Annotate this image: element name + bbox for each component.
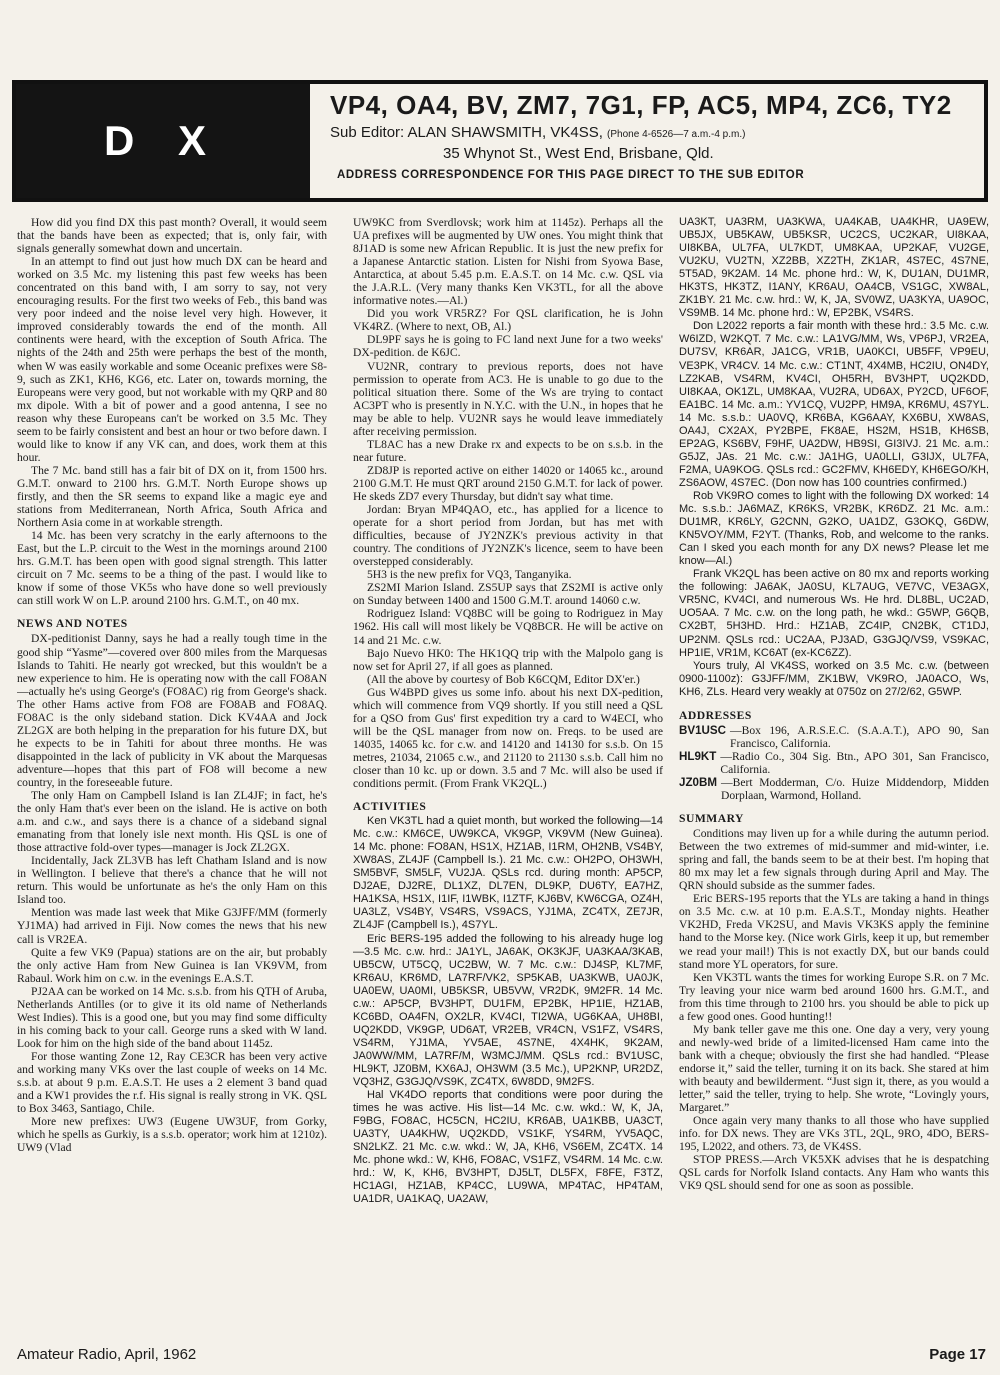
paragraph: TL8AC has a new Drake rx and expects to be on s.s.b. in the near future. (353, 437, 663, 464)
column-3 (679, 216, 989, 1336)
page-number: Page 17 (929, 1346, 986, 1363)
paragraph: 14 Mc. has been very scratchy in the early afternoons to the East, but the L.P. circuit to the West in the mornings around 2100 hrs. G.M.T. has been open with good signal strength. This latter circuit on 7 Mc. seems to be a thing of the past. I would like to know if some of those VK5s who have done so well previously can still work W on L.P. around 2100 hrs. G.M.T., on 40 mx. (17, 529, 327, 608)
address-entry (679, 724, 989, 750)
column-2 (353, 216, 663, 1336)
paragraph: Rodriguez Island: VQ8BC will be going to Rodriguez in May 1962. His call will most likely be VQ8BCR. He will be active on 14 and 21 Mc. c.w. (353, 607, 663, 647)
address-entry (679, 750, 989, 776)
address-call: JZ0BM (679, 775, 718, 789)
paragraph: Quite a few VK9 (Papua) stations are on the air, but probably the only active Ham from New Guinea is Ian VK9VM, from Rabaul. Work him on c.w. in the evenings E.A.S.T. (17, 945, 327, 985)
address-call: BV1USC (679, 723, 727, 737)
paragraph: Mention was made last week that Mike G3JFF/MM (formerly YJ1MA) had arrived in Fiji. Now comes the news that his new call is VR2EA. (17, 906, 327, 946)
address-text: —Radio Co., 304 Sig. Btn., APO 301, San Francisco, California. (720, 749, 989, 776)
paragraph: ZD8JP is reported active on either 14020 or 14065 kc., around 2100 G.M.T. He must QRT around 2150 G.M.T. for lack of power. He skeds ZD7 every Thursday, but didn't say what time. (353, 463, 663, 503)
publication-footer: Amateur Radio, April, 1962 (17, 1346, 197, 1363)
paragraph: Gus W4BPD gives us some info. about his next DX-pedition, which will commence from VQ9 shortly. If you still need a QSL for a QSO from Gus' first expedition try a card to W4ECI, who will be the QSL manager from now on. Freqs. to be used are 14035, 14065 kc. for c.w. and 14120 and 14130 for s.s.b. On 15 metres, 21034, 21065 c.w., and 21120 to 21130 s.s.b. Call him no closer than 10 kc. up or down. 3.5 and 7 Mc. will also be used if conditions permit. (From Frank VK2QL.) (353, 685, 663, 791)
paragraph: ZS2MI Marion Island. ZS5UP says that ZS2MI is active only on Sunday between 1400 and 1500 G.M.T. around 14060 c.w. (353, 581, 663, 608)
address-call: HL9KT (679, 749, 717, 763)
heading-summary: SUMMARY (679, 812, 744, 826)
address-text: —Box 196, A.R.S.E.C. (S.A.A.T.), APO 90, San Francisco, California. (730, 723, 989, 750)
paragraph: The 7 Mc. band still has a fair bit of DX on it, from 1500 hrs. G.M.T. onward to 2100 hrs. G.M.T. North Europe shows up firstly, and then the SR seems to expand like a magic eye and stations from Mediterranean, North Africa, South Africa and Northern Asia come in at workable strength. (17, 463, 327, 530)
paragraph: Bajo Nuevo HK0: The HK1QQ trip with the Malpolo gang is now set for April 27, if all goes as planned. (353, 646, 663, 673)
sub-editor: Sub Editor: ALAN SHAWSMITH, VK4SS, (330, 124, 603, 141)
paragraph: For those wanting Zone 12, Ray CE3CR has been very active and working many VKs over the last couple of weeks on 14 Mc. s.s.b. at about 9 p.m. E.A.S.T. He uses a 2 element 3 band quad and a KW1 provides the r.f. His signal is really strong in VK. QSL to Box 3463, Santiago, Chile. (17, 1049, 327, 1116)
paragraph: Once again very many thanks to all those who have supplied info. for DX news. They are VKs 3TL, 2QL, 9RO, 4DO, BERS-195, L2022, and others. 73, de VK4SS. (679, 1114, 989, 1154)
editor-address: 35 Whynot St., West End, Brisbane, Qld. (443, 145, 714, 162)
paragraph: Eric BERS-195 reports that the YLs are taking a hand in things on 3.5 Mc. c.w. at 10 p.m. E.A.S.T., Monday nights. Heather VK2HD, Freda VK2SU, and Mavis VK3KS apply the feminine hand to the Morse key. (Nice work Girls, keep it up, but remember we read your mail!) This is not exactly DX, but our bands could stand more YL operators, for sure. (679, 892, 989, 971)
address-text: —Bert Modderman, C/o. Huize Middendorp, Midden Dorplaan, Warmond, Holland. (721, 775, 989, 803)
paragraph: Don L2022 reports a fair month with these hrd.: 3.5 Mc. c.w. W6IZD, W2KQT. 7 Mc. c.w.: LA1VG/MM, Ws, VP6PJ, VR2EA, DU7SV, KR6AR, JA1CG, VR1B, UA0KCI, UB5FF, VP9EU, VE3PK, VR4CV. 14 Mc. c.w.: CT1NT, 4X4MB, HC2IU, ON4DY, LZ2KAB, VS4RM, KV4CI, OH5RH, BV3HPT, UQ2KDD, UI8KAA, OK1ZL, UM8KAA, VU2RA, UD6AX, PY2CD, UF6OF, EA1BC. 14 Mc. a.m.: YV1CQ, VU2PP, HM9A, KR6MU, 4S7YL. 14 Mc. s.s.b.: UA0VQ, KR6BA, KG6AAY, KX6BU, XW8AS, OA4J, CX2AX, PY2BPE, FK8AE, HS2M, HS1B, KH6SB, EP2AG, KS6BV, F9HF, UA2DW, HB9SI, GI3IVJ. 21 Mc. a.m.: G5JZ, JAs. 21 Mc. c.w.: JA1HG, UA0LLI, G3IJX, UL7FA, F2MA, UA9KOG. QSLs rcd.: GC2FMV, KH6EDY, KH6EGO/KH, ZS6AOW, 4S7EC. (Don now has 100 countries confirmed.) (679, 320, 989, 489)
paragraph: Frank VK2QL has been active on 80 mx and reports working the following: JA6AK, JA0SU, KL7AUG, VE7VC, VE3AGX, VR5NC, KV4CI, and numerous Ws. He hrd. DL8BL, UC2AD, UO5AA. 7 Mc. c.w. on the long path, he wkd.: G5WP, G6QB, CX2BT, 5H3HD. Hrd.: HZ1AB, ZC4IP, CN2BK, CT1DJ, UP2NM. QSLs rcd.: UC2AA, PJ3AD, G3GJQ/VS9, VS9KAC, HP1IE, VR1M, KC6AT (ex-KC6ZZ). (679, 568, 989, 659)
paragraph: Hal VK4DO reports that conditions were poor during the times he was active. His list—14 Mc. c.w. wkd.: W, K, JA, F9BG, FO8AC, HC5CN, HC2IU, KR6AB, UA1KBB, UA3CT, UA3TY, UA4KHW, UQ2KDD, VS1KF, YS4RM, YV5AQC, SN2LKZ. 21 Mc. c.w. wkd.: W, JA, KH6, VS6EM, ZC4TX. 14 Mc. phone wkd.: W, KH6, FO8AC, VS1FZ, VS4RM. 14 Mc. c.w. hrd.: W, K, KH6, BV3HPT, DJ5LT, DL5FX, F8FE, F3TZ, HC1AGI, HZ1AB, KP4CC, LU9WA, MP4TAC, HP4TAM, UA1DR, UA1KAQ, UA2AW, (353, 1089, 663, 1206)
paragraph: More new prefixes: UW3 (Eugene UW3UF, from Gorky, which he spells as Gurkiy, is a s.s.b. operator; work him at 1210z). UW9 (Vlad (17, 1115, 327, 1155)
paragraph: The only Ham on Campbell Island is Ian ZL4JF; in fact, he's the only Ham that's ever been on the island. He is active on both a.m. and c.w., and says there is a chance of a sideband signal emanating from that lonely isle next month. His QSL is one of those attractive fold-over types—manager is Jock ZL2GX. (17, 789, 327, 855)
paragraph: 5H3 is the new prefix for VQ3, Tanganyika. (367, 568, 572, 582)
heading-news-and-notes: NEWS AND NOTES (17, 617, 128, 631)
paragraph: Jordan: Bryan MP4QAO, etc., has applied for a licence to operate for a short period from Jordan, but has met with difficulties, because of JY2NZK's previous activity in that country. The conditions of JY2NZK's licence, seem to have been overstepped considerably. (353, 503, 663, 569)
paragraph: Rob VK9RO comes to light with the following DX worked: 14 Mc. s.s.b.: JA6MAZ, KR6KS, VR2BK, KR6DZ. 21 Mc. a.m.: DU1MR, KR6LY, G2CNN, G2KO, UA1DZ, G3OKQ, G6DW, KN5VOY/MM, F2YT. (Thanks, Rob, and welcome to the ranks. Can I sked you each month for any DX news? Please let me know—Al.) (679, 489, 989, 568)
paragraph: Conditions may liven up for a while during the autumn period. Between the two extremes of mid-summer and mid-winter, i.e. spring and fall, the bands seem to be at their best. I'm hoping that 80 mx may let a few signals through during April and May. The QRN should subside as the summer fades. (679, 827, 989, 893)
correspondence-note: ADDRESS CORRESPONDENCE FOR THIS PAGE DIRECT TO THE SUB EDITOR (337, 169, 805, 181)
paragraph: UW9KC from Sverdlovsk; work him at 1145z). Perhaps all the UA prefixes will be augmented by UW ones. You might think that 8J1AD is some new African Republic. It is just the new prefix for a Japanese Antarctic station. Listen for Nishi from Syowa Base, Antarctica, at about 5.45 p.m. E.A.S.T. on 14 Mc. c.w. QSL via the J.A.R.L. (Very many thanks Ken VK3TL, for all the above informative notes.—Al.) (353, 216, 663, 308)
section-header (12, 80, 988, 202)
paragraph: Did you work VR5RZ? For QSL clarification, he is John VK4RZ. (Where to next, OB, Al.) (353, 307, 663, 334)
paragraph: My bank teller gave me this one. One day a very, very young and newly-wed bride of a limited-licensed Ham came into the bank with a cheque; obviously the first she had handled. “Please endorse it,” said the teller, turning it on its back. She stared at him with beauty and bewilderment. “Just sign it, there, as you would a letter,” said the teller, trying to help. She wrote, “Lovingly yours, Margaret.” (679, 1022, 989, 1115)
section-title: D X (103, 117, 222, 164)
heading-activities: ACTIVITIES (353, 800, 427, 814)
sub-editor-line (330, 123, 972, 144)
paragraph: STOP PRESS.—Arch VK5XK advises that he is despatching QSL cards for Norfolk Island contacts. Any Ham who wants this VK9 QSL should send for one as soon as possible. (679, 1153, 989, 1193)
column-1 (17, 216, 327, 1336)
address-entry (679, 776, 989, 802)
paragraph: (All the above by courtesy of Bob K6CQM, Editor DX'er.) (367, 672, 640, 686)
paragraph: Ken VK3TL wants the times for working Europe S.R. on 7 Mc. Try leaving your nice warm bed around 1600 hrs. G.M.T., and from this time through to 2100 hrs. you should be able to pick up a few good ones. Good hunting!! (679, 970, 989, 1023)
paragraph: DX-peditionist Danny, says he had a really tough time in the good ship “Yasme”—covered over 800 miles from the Marquesas Islands to Tahiti. He nearly got wrecked, but this wouldn't be a new experience to him. He is operating now with the call FO8AN—actually he's using George's (FO8AC) rig from George's shack. The other Hams active from FO8 are FO8AB and FO8AQ. FO8AC is the only sideband station. Dick KV4AA and Jock ZL2GX are both helping in the preparation for his future DX, but he expects to be in Tahiti for about three months. He was disappointed in the lack of publicity in VK about the Marquesas adventure—hopes that this part of FO8 will become a new country, in the foreseeable future. (17, 632, 327, 789)
paragraph: Yours truly, Al VK4SS, worked on 3.5 Mc. c.w. (between 0900-1100z): G3JFF/MM, ZK1BW, VK9RO, JA0ACO, Ws, KH6, ZLs. Heard very weakly at 0750z on 27/2/62, G5WP. (679, 659, 989, 698)
phone-hours: (Phone 4-6526—7 a.m.-4 p.m.) (607, 129, 746, 140)
paragraph: PJ2AA can be worked on 14 Mc. s.s.b. from his QTH of Aruba, Netherlands Antilles (or to give it its old name of Netherlands West Indies). This is a good one, but you may find some difficulty in his coming back to your call. George runs a sked with W land. Look for him on the high side of the band about 1145z. (17, 984, 327, 1050)
header-info (310, 84, 984, 198)
paragraph: How did you find DX this past month? Overall, it would seem that the bands have been as expected; that is, only fair, with signals generally somewhat down and uncertain. (17, 216, 327, 256)
paragraph: Incidentally, Jack ZL3VB has left Chatham Island and is now in Wellington. I believe that there's a chance that he will not return. This would be unfortunate as he's the only Ham on this Island too. (17, 854, 327, 907)
paragraph: VU2NR, contrary to previous reports, does not have permission to operate from AC3. He is unable to go due to the political situation there. Some of the Ws are trying to contact AC3PT who is presently in N.Y.C. with the U.N., in hopes that he may be able to help. VU2NR says he would leave immediately after receiving permission. (353, 359, 663, 438)
heading-addresses: ADDRESSES (679, 708, 752, 722)
paragraph: Ken VK3TL had a quiet month, but worked the following—14 Mc. c.w.: KM6CE, UW9KCA, VK9GP, VK9VM (New Guinea). 14 Mc. phone: FO8AN, HS1X, HZ1AB, I1RM, OH2NB, VS4BY, XW8AS, ZL4JF (Campbell Is.). 21 Mc. c.w.: OH2PO, OH3WH, SM5BVF, SM5LF, VU2JA. QSLs rcd. during month: AP5CP, DJ2AE, DJ2RE, DL1XZ, DL7EN, DL9KP, DU6TY, EA7HZ, HA1KSA, HS1X, I1IF, I1WBK, I1ZTF, KJ6BV, KW6CGA, OZ4H, UA3LZ, VS4BY, VS4RS, VS9ACS, YJ1MA, ZC4TX, ZE7JR, ZL4JF (Campbell Is.), 4S7YL. (353, 815, 663, 932)
paragraph: In an attempt to find out just how much DX can be heard and worked on 3.5 Mc. my listening this past few weeks has been concentrated on this band with, I am sorry to say, not very encouraging results. For the first two weeks of Feb., this band was very poor indeed and the noise level very high. However, it improved considerably towards the end of the month. All continents were heard, with the exception of South Africa. The nights of the 24th and 25th were perhaps the best of the month, when W was easily workable and some Oceanic prefixes were S8-9, such as ZK1, KH6, KG6, etc. Later on, towards morning, the Europeans were very good, but not workable with my QRP and 80 mx dipole. With a bit of power and a good antenna, I see no reason why these Europeans can't be worked on 3.5 Mc. They seem to be fairly consistent and best an hour or two before dawn. I would like to know if any VK can, and does, work them at this hour. (17, 255, 327, 464)
paragraph: Eric BERS-195 added the following to his already huge log—3.5 Mc. c.w. hrd.: JA1YL, JA6AK, OK3KJF, UA3KAA/3KAB, UB5CW, UT5CQ, UC2BW, W. 7 Mc. c.w.: DJ4SP, KL7MF, KR6AU, KR6MD, LA7RF/VK2, SP5KAB, UA3KWB, UA0JK, UA0EW, UA0MI, UB5KSR, UB5VW, VR2DK, 9M2FR. 14 Mc. c.w.: AP5CP, BV3HPT, DU1FM, EP2BK, HP1IE, HZ1AB, KC6BD, OA4FN, OX2LR, KV4CI, TI2WA, UG6KAA, UH8BI, UQ2KDD, VK9GP, UD6AT, VR2EB, VR4CN, VS1FZ, VS4RS, VS4RM, YJ1MA, YV5AE, 4S7NE, 4X4HK, 9K2AM, JA0WW/MM, LA7RF/M, W3MCJ/MM. QSLs rcd.: BV1USC, HL9KT, JZ0BM, KX6AJ, OH3WM (3.5 Mc.), UP2KNP, UR2DZ, VQ3HZ, G3GJQ/VS9K, ZC4TX, 6W8DD, 9M2FS. (353, 932, 663, 1089)
prefix-list: VP4, OA4, BV, ZM7, 7G1, FP, AC5, MP4, ZC6, TY2 (330, 90, 952, 120)
paragraph: UA3KT, UA3RM, UA3KWA, UA4KAB, UA4KHR, UA9EW, UB5JX, UB5KAW, UB5KSR, UC2CS, UC2KAR, UI8KAA, UI8KBA, UL7FA, UL7KDT, UM8KAA, UP2KAF, VU2GE, VU2KU, VU2TN, XZ2BB, XZ2TH, ZK1AR, 4S7EC, 4S7NE, 5T5AD, 9K2AM. 14 Mc. phone hrd.: W, K, DU1AN, DU1MR, HK3TS, HK3TZ, I1ANY, KR6AU, OA4CB, VS1GC, XW8AL, ZK1BY. 21 Mc. c.w. hrd.: W, K, JA, SV0WZ, UA3KYA, UA9OC, VS9MB. 14 Mc. phone hrd.: W, EP2BK, VS4RS. (679, 216, 989, 320)
dx-title-block (16, 84, 310, 198)
paragraph: DL9PF says he is going to FC land next June for a two weeks' DX-pedition. de K6JC. (353, 333, 663, 360)
